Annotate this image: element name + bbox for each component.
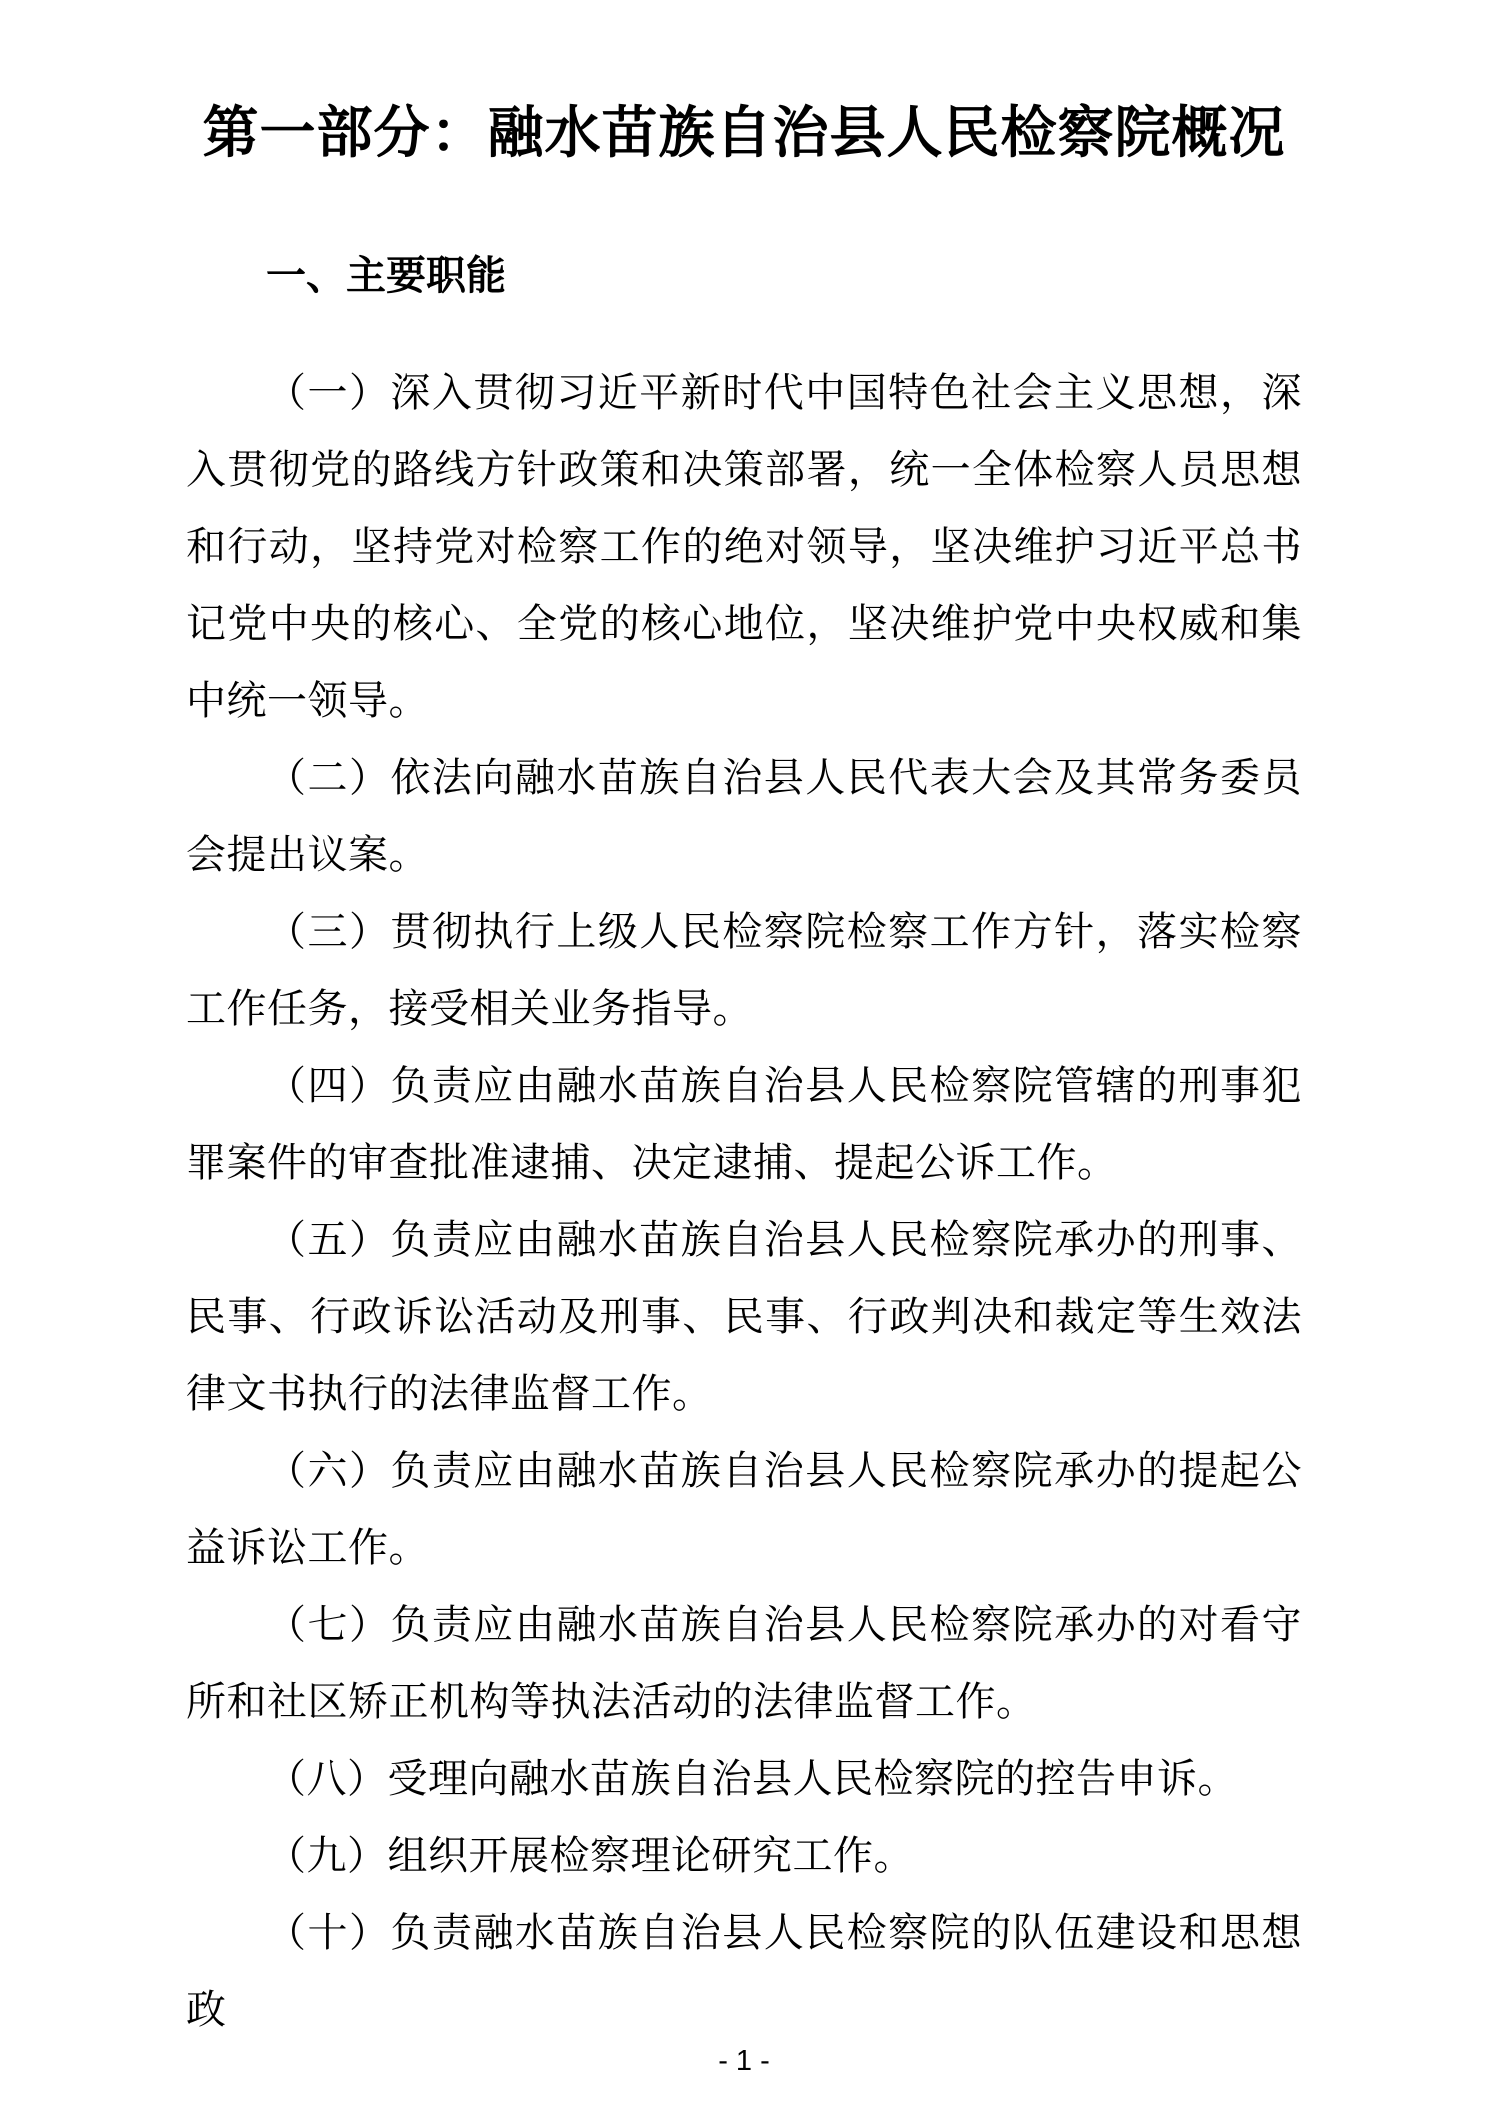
document-title: 第一部分：融水苗族自治县人民检察院概况 <box>202 101 1286 164</box>
paragraph-4: （四）负责应由融水苗族自治县人民检察院管辖的刑事犯罪案件的审查批准逮捕、决定逮捕、提起公诉工作。 <box>186 1064 1302 1185</box>
document-body <box>186 355 1302 2049</box>
paragraph-3: （三）贯彻执行上级人民检察院检察工作方针，落实检察工作任务，接受相关业务指导。 <box>186 910 1302 1031</box>
paragraph-9: （九）组织开展检察理论研究工作。 <box>266 1834 914 1878</box>
paragraph-1: （一）深入贯彻习近平新时代中国特色社会主义思想，深入贯彻党的路线方针政策和决策部署，统一全体检察人员思想和行动，坚持党对检察工作的绝对领导，坚决维护习近平总书记党中央的核心、全党的核心地位，坚决维护党中央权威和集中统一领导。 <box>186 371 1302 723</box>
paragraph-6: （六）负责应由融水苗族自治县人民检察院承办的提起公益诉讼工作。 <box>186 1449 1302 1570</box>
section-heading: 一、主要职能 <box>266 254 506 298</box>
paragraph-10: （十）负责融水苗族自治县人民检察院的队伍建设和思想政 <box>186 1911 1302 2032</box>
paragraph-8: （八）受理向融水苗族自治县人民检察院的控告申诉。 <box>266 1757 1238 1801</box>
paragraph-2: （二）依法向融水苗族自治县人民代表大会及其常务委员会提出议案。 <box>186 756 1302 877</box>
page-number: - 1 - <box>718 2045 770 2077</box>
paragraph-7: （七）负责应由融水苗族自治县人民检察院承办的对看守所和社区矫正机构等执法活动的法律监督工作。 <box>186 1603 1302 1724</box>
paragraph-5: （五）负责应由融水苗族自治县人民检察院承办的刑事、民事、行政诉讼活动及刑事、民事、行政判决和裁定等生效法律文书执行的法律监督工作。 <box>186 1218 1302 1416</box>
